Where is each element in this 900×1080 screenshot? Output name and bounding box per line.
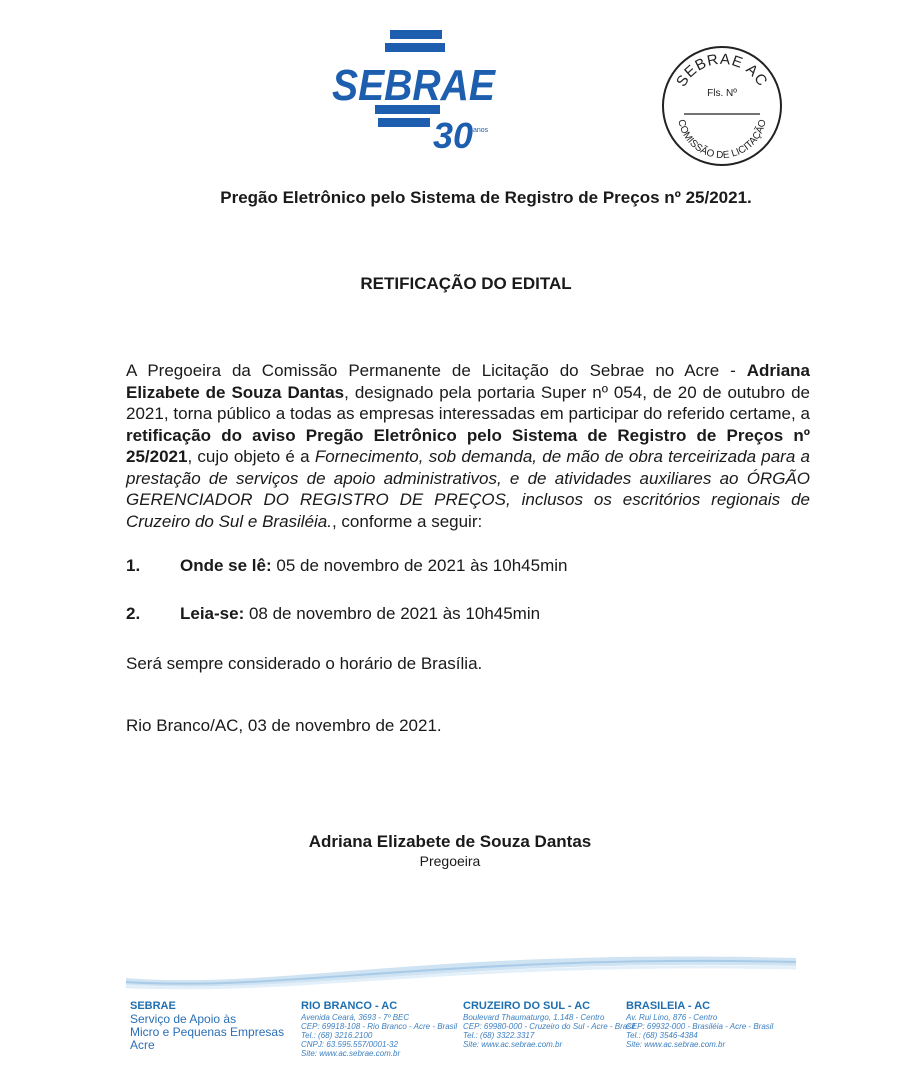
object-description: Fornecimento, sob demanda, de mão de obra terceirizada para a prestação de serviços de apoio administrativos, e de atividades auxiliares ao ÓRGÃO GERENCIADOR DO REGISTRO DE PREÇOS, inclusos os escritórios regionais de Cruzeiro do Sul e Brasiléia. <box>126 447 810 531</box>
footer-office-cruzeiro: CRUZEIRO DO SUL - AC Boulevard Thaumaturgo, 1.148 - Centro CEP: 69980-000 - Cruzeiro do Sul - Acre - Brasil Tel.: (68) 3322.3317 Site: www.ac.sebrae.com.br <box>463 1000 635 1049</box>
footer-org: SEBRAE Serviço de Apoio às Micro e Pequenas Empresas Acre <box>130 1000 285 1052</box>
document-subtitle: RETIFICAÇÃO DO EDITAL <box>360 274 572 293</box>
signer-name: Adriana Elizabete de Souza Dantas <box>308 832 592 851</box>
timezone-note: Será sempre considerado o horário de Brasília. <box>126 654 483 673</box>
list-item: 2. Leia-se: 08 de novembro de 2021 às 10h45min <box>126 604 541 623</box>
document-title: Pregão Eletrônico pelo Sistema de Registro de Preços nº 25/2021. <box>220 188 752 207</box>
svg-text:30: 30 <box>433 115 474 153</box>
svg-text:COMISSÃO DE LICITAÇÃO: COMISSÃO DE LICITAÇÃO <box>675 118 769 162</box>
signer-role: Pregoeira <box>419 853 481 869</box>
footer-wave <box>126 938 796 998</box>
svg-text:SEBRAE AC: SEBRAE AC <box>672 50 772 90</box>
pregoeira-name: Adriana Elizabete de Souza Dantas <box>126 361 810 402</box>
main-paragraph: A Pregoeira da Comissão Permanente de Licitação do Sebrae no Acre - Adriana Elizabete de Souza Dantas, designado pela portaria Super nº 054, de 20 de outubro de 2021, torna público a todas as empresas interessadas em participar do referido certame, a retificação do aviso Pregão Eletrônico pelo Sistema de Registro de Preços nº 25/2021, cujo objeto é a Fornecimento, sob demanda, de mão de obra terceirizada para a prestação de serviços de apoio administrativos, e de atividades auxiliares ao ÓRGÃO GERENCIADOR DO REGISTRO DE PREÇOS, inclusos os escritórios regionais de Cruzeiro do Sul e Brasiléia., conforme a seguir: <box>126 361 810 531</box>
footer-office-rio-branco: RIO BRANCO - AC Avenida Ceará, 3693 - 7º BEC CEP: 69918-108 - Rio Branco - Acre - Brasil Tel.: (68) 3216.2100 CNPJ: 63.595.557/0001-32 Site: www.ac.sebrae.com.br <box>301 1000 458 1058</box>
list-item: 1. Onde se lê: 05 de novembro de 2021 às 10h45min <box>126 556 568 575</box>
footer-office-brasileia: BRASILEIA - AC Av. Rui Lino, 876 - Centro CEP: 69932-000 - Brasiléia - Acre - Brasil Tel.: (68) 3546-4384 Site: www.ac.sebrae.com.br <box>626 1000 774 1049</box>
svg-text:Fls. Nº: Fls. Nº <box>707 88 737 99</box>
sebrae-logo <box>330 28 500 153</box>
protocol-stamp <box>660 44 784 168</box>
svg-text:anos: anos <box>473 127 489 134</box>
svg-text:SEBRAE: SEBRAE <box>332 61 497 110</box>
retification-subject: retificação do aviso Pregão Eletrônico pelo Sistema de Registro de Preços nº 25/2021 <box>126 425 810 466</box>
place-date: Rio Branco/AC, 03 de novembro de 2021. <box>126 716 442 735</box>
